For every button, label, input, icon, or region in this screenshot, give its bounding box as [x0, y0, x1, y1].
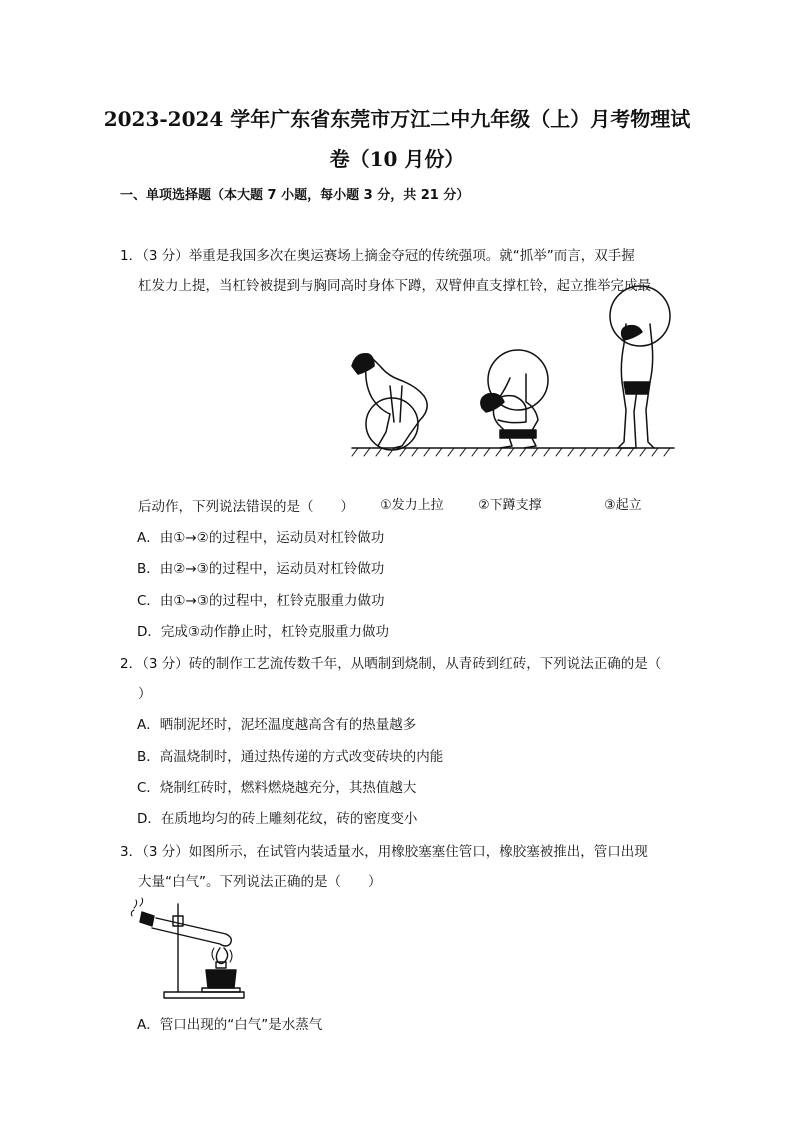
question-2-option-b: B．高温烧制时，通过热传递的方式改变砖块的内能 [137, 749, 444, 765]
figure-caption-2: ②下蹲支撑 [478, 498, 542, 513]
question-1-option-c: C．由①→③的过程中，杠铃克服重力做功 [137, 593, 385, 609]
question-1-line-1: 1．（3 分）举重是我国多次在奥运赛场上摘金夺冠的传统强项。就“抓举”而言，双手握 [120, 248, 635, 264]
figure-caption-3: ③起立 [604, 498, 642, 513]
question-1-line-3: 后动作，下列说法错误的是（ ） [138, 499, 354, 515]
test-tube-apparatus-figure [130, 896, 250, 1002]
question-2-line-2: ） [138, 686, 152, 702]
question-1-option-b: B．由②→③的过程中，运动员对杠铃做功 [137, 561, 385, 577]
figure-caption-1: ①发力上拉 [380, 498, 444, 513]
question-2-option-c: C．烧制红砖时，燃料燃烧越充分，其热值越大 [137, 780, 417, 796]
question-3-line-2: 大量“白气”。下列说法正确的是（ ） [138, 874, 382, 890]
question-1-option-d: D．完成③动作静止时，杠铃克服重力做功 [137, 624, 389, 640]
question-1-line-2: 杠发力上提，当杠铃被提到与胸同高时身体下蹲，双臂伸直支撑杠铃，起立推举完成最 [138, 278, 651, 294]
question-1-option-a: A．由①→②的过程中，运动员对杠铃做功 [137, 530, 385, 546]
exam-title-line-1: 2023-2024 学年广东省东莞市万江二中九年级（上）月考物理试 [103, 107, 691, 131]
question-3-line-1: 3．（3 分）如图所示，在试管内装适量水，用橡胶塞塞住管口，橡胶塞被推出，管口出现 [120, 844, 648, 860]
section-heading: 一、单项选择题（本大题 7 小题，每小题 3 分，共 21 分） [120, 188, 470, 203]
question-2-option-d: D．在质地均匀的砖上雕刻花纹，砖的密度变小 [137, 811, 418, 827]
question-3-option-a: A．管口出现的“白气”是水蒸气 [137, 1017, 323, 1033]
question-2-option-a: A．晒制泥坯时，泥坯温度越高含有的热量越多 [137, 717, 417, 733]
weightlifting-figure [350, 282, 680, 474]
exam-title-line-2: 卷（10 月份） [329, 147, 465, 171]
question-2-line-1: 2．（3 分）砖的制作工艺流传数千年，从晒制到烧制，从青砖到红砖，下列说法正确的是（ [120, 656, 662, 672]
